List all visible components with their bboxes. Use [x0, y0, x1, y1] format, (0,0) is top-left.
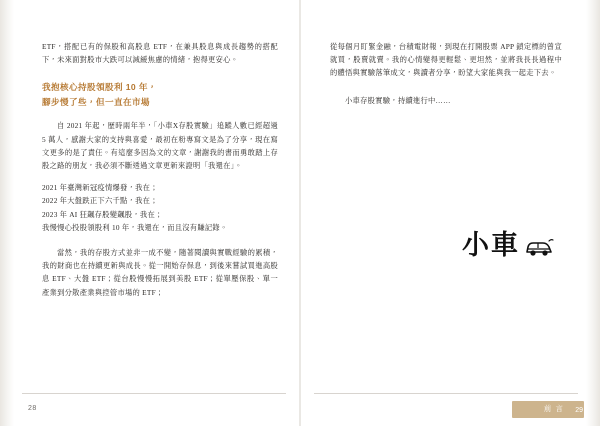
year-list-item: 2023 年 AI 狂飆存股變飆股，我在；	[42, 209, 163, 219]
right-footer-rule	[314, 393, 578, 394]
left-paragraph-2: 當然，我的存股方式並非一成不變，隨著閱讀與實戰經驗的累積，我的財商也在持續更新與成長。從一開始存保息，到後來嘗試買進高股息 ETF、大盤 ETF；從台股慢慢拓展到美股 ETF；從單壓保股、單一產業到分散產業與控管市場的 ETF；	[42, 248, 278, 297]
section-heading-line-2: 腳步慢了些，但一直在市場	[42, 96, 150, 107]
left-page-number: 28	[28, 405, 37, 412]
right-page	[300, 0, 600, 426]
left-footer-rule	[22, 393, 286, 394]
left-paragraph-continued: ETF，搭配已有的保股和高股息 ETF，在兼具股息與成長趨勢的搭配下，未來面對股市大跌可以減緩焦慮的情緒，抱得更安心。	[42, 42, 278, 65]
left-page-content	[42, 40, 278, 382]
left-edge-shading	[0, 0, 14, 426]
closing-line: 小車存股實驗，持續進行中……	[345, 95, 451, 105]
signature-text: 小車	[462, 230, 520, 261]
right-edge-shading	[586, 0, 600, 426]
year-list-item: 我慢慢心投股領股利 10 年，我還在，而且沒有賺記錄。	[42, 222, 228, 232]
running-head: 前 言	[544, 404, 564, 413]
author-signature	[462, 232, 554, 259]
left-paragraph-1: 自 2021 年起，歷時兩年半，「小車X存股實驗」追蹤人數已經超過 5 萬人，感謝大家的支持與喜愛，最初在粉專寫文是為了分享，現在寫文更多的是了責任。有這麼多因為文的文章，謝謝我的書而勇敢踏上存股之路的朋友，我必須不斷透過文章更新來證明「我還在」。	[42, 121, 278, 171]
section-heading	[42, 80, 278, 109]
year-list-item: 2022 年大盤跌正下六千點，我在；	[42, 196, 158, 206]
book-gutter	[299, 0, 301, 426]
car-doodle-icon	[524, 235, 554, 259]
section-heading-line-1: 我抱核心持股領股利 10 年，	[42, 82, 157, 93]
right-paragraph-1: 從每個月盯緊金融，台積電財報，到現在打開股票 APP 鎖定標的曾宣就買，股賣就賣。我的心情變得更輕鬆、更坦然，並將我長長過程中的體悟與實驗落筆成文，與讀者分享，盼望大家能與我一起走下去。	[330, 42, 562, 78]
year-list-item: 2021 年臺灣新冠疫情爆發，我在；	[42, 183, 158, 193]
right-page-content	[330, 40, 562, 382]
year-list	[42, 181, 278, 234]
right-page-number: 29	[575, 407, 583, 414]
